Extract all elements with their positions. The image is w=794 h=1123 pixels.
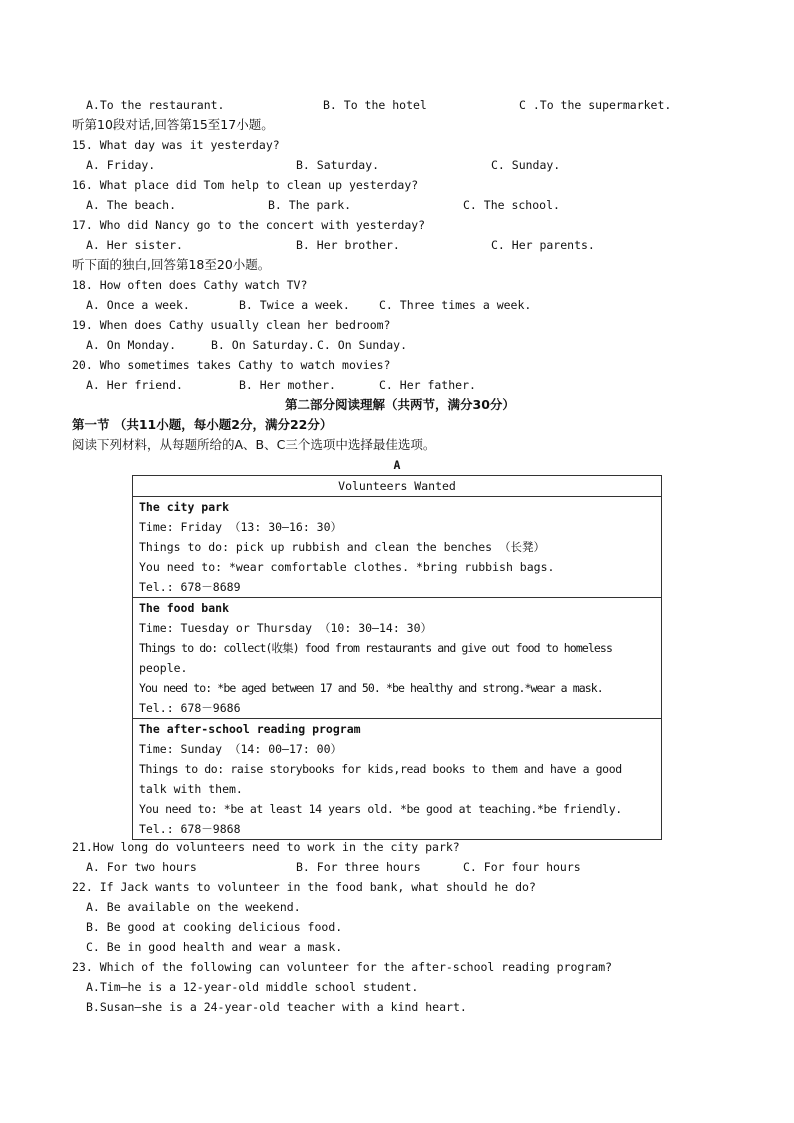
reading-program-section bbox=[133, 718, 661, 839]
q20-option-c: C. Her father. bbox=[379, 378, 476, 392]
q20-option-b: B. Her mother. bbox=[239, 378, 336, 392]
q14-option-c: C .To the supermarket. bbox=[519, 98, 672, 112]
food-bank-title: The food bank bbox=[139, 601, 230, 615]
q15-option-c: C. Sunday. bbox=[491, 158, 561, 172]
food-bank-section bbox=[133, 597, 661, 718]
question-21: 21.How long do volunteers need to work in the city park? bbox=[72, 840, 460, 854]
q18-option-b: B. Twice a week. bbox=[239, 298, 350, 312]
city-park-section bbox=[133, 496, 661, 597]
question-17: 17. Who did Nancy go to the concert with yesterday? bbox=[72, 218, 426, 232]
q16-option-a: A. The beach. bbox=[86, 198, 177, 212]
q21-option-c: C. For four hours bbox=[463, 860, 581, 874]
food-bank-time: Time: Tuesday or Thursday （10: 30—14: 30） bbox=[139, 621, 433, 635]
q17-option-a: A. Her sister. bbox=[86, 238, 183, 252]
food-bank-tel: Tel.: 678－9686 bbox=[139, 701, 241, 715]
section1-title: 第一节 （共11小题，每小题2分，满分22分） bbox=[72, 417, 333, 432]
q16-option-b: B. The park. bbox=[268, 198, 352, 212]
instruction-monologue: 听下面的独白,回答第18至20小题。 bbox=[72, 257, 271, 272]
q18-option-c: C. Three times a week. bbox=[379, 298, 532, 312]
q18-option-a: A. Once a week. bbox=[86, 298, 190, 312]
reading-program-title: The after-school reading program bbox=[139, 722, 361, 736]
q19-option-b: B. On Saturday. bbox=[211, 338, 315, 352]
question-18: 18. How often does Cathy watch TV? bbox=[72, 278, 308, 292]
volunteers-table bbox=[132, 475, 662, 840]
food-bank-things: Things to do: collect(收集) food from restaurants and give out food to homeless bbox=[139, 641, 612, 655]
q16-option-c: C. The school. bbox=[463, 198, 560, 212]
section1-instruction: 阅读下列材料，从每题所给的A、B、C三个选项中选择最佳选项。 bbox=[72, 437, 436, 452]
question-20: 20. Who sometimes takes Cathy to watch movies? bbox=[72, 358, 391, 372]
food-bank-need: You need to: *be aged between 17 and 50. *be healthy and strong.*wear a mask. bbox=[139, 681, 603, 695]
q20-option-a: A. Her friend. bbox=[86, 378, 183, 392]
q21-option-b: B. For three hours bbox=[296, 860, 421, 874]
city-park-title: The city park bbox=[139, 500, 230, 514]
reading-program-things-cont: talk with them. bbox=[139, 782, 243, 796]
q15-option-a: A. Friday. bbox=[86, 158, 156, 172]
food-bank-things-cont: people. bbox=[139, 661, 188, 675]
city-park-need: You need to: *wear comfortable clothes. *bring rubbish bags. bbox=[139, 560, 555, 574]
part2-title: 第二部分阅读理解（共两节，满分30分） bbox=[285, 397, 515, 412]
q22-option-c: C. Be in good health and wear a mask. bbox=[86, 940, 343, 954]
q23-option-b: B.Susan—she is a 24-year-old teacher with a kind heart. bbox=[86, 1000, 467, 1014]
question-15: 15. What day was it yesterday? bbox=[72, 138, 280, 152]
table-header: Volunteers Wanted bbox=[338, 479, 456, 493]
q21-option-a: A. For two hours bbox=[86, 860, 197, 874]
q22-option-a: A. Be available on the weekend. bbox=[86, 900, 301, 914]
q14-option-a: A.To the restaurant. bbox=[86, 98, 225, 112]
reading-program-tel: Tel.: 678－9868 bbox=[139, 822, 241, 836]
reading-program-time: Time: Sunday （14: 00—17: 00） bbox=[139, 742, 343, 756]
passage-label: A bbox=[393, 458, 401, 472]
reading-program-need: You need to: *be at least 14 years old. *be good at teaching.*be friendly. bbox=[139, 802, 622, 816]
city-park-time: Time: Friday （13: 30—16: 30） bbox=[139, 520, 343, 534]
city-park-tel: Tel.: 678－8689 bbox=[139, 580, 241, 594]
q14-option-b: B. To the hotel bbox=[323, 98, 427, 112]
reading-program-things: Things to do: raise storybooks for kids,read books to them and have a good bbox=[139, 762, 622, 776]
question-22: 22. If Jack wants to volunteer in the food bank, what should he do? bbox=[72, 880, 536, 894]
q17-option-c: C. Her parents. bbox=[491, 238, 595, 252]
q19-option-a: A. On Monday. bbox=[86, 338, 177, 352]
q17-option-b: B. Her brother. bbox=[296, 238, 400, 252]
city-park-things: Things to do: pick up rubbish and clean the benches （长凳） bbox=[139, 540, 546, 554]
q22-option-b: B. Be good at cooking delicious food. bbox=[86, 920, 343, 934]
question-19: 19. When does Cathy usually clean her bedroom? bbox=[72, 318, 391, 332]
q19-option-c: C. On Sunday. bbox=[317, 338, 408, 352]
question-23: 23. Which of the following can volunteer for the after-school reading program? bbox=[72, 960, 613, 974]
q23-option-a: A.Tim—he is a 12-year-old middle school student. bbox=[86, 980, 419, 994]
instruction-dialogue-10: 听第10段对话,回答第15至17小题。 bbox=[72, 117, 274, 132]
q15-option-b: B. Saturday. bbox=[296, 158, 380, 172]
question-16: 16. What place did Tom help to clean up yesterday? bbox=[72, 178, 419, 192]
